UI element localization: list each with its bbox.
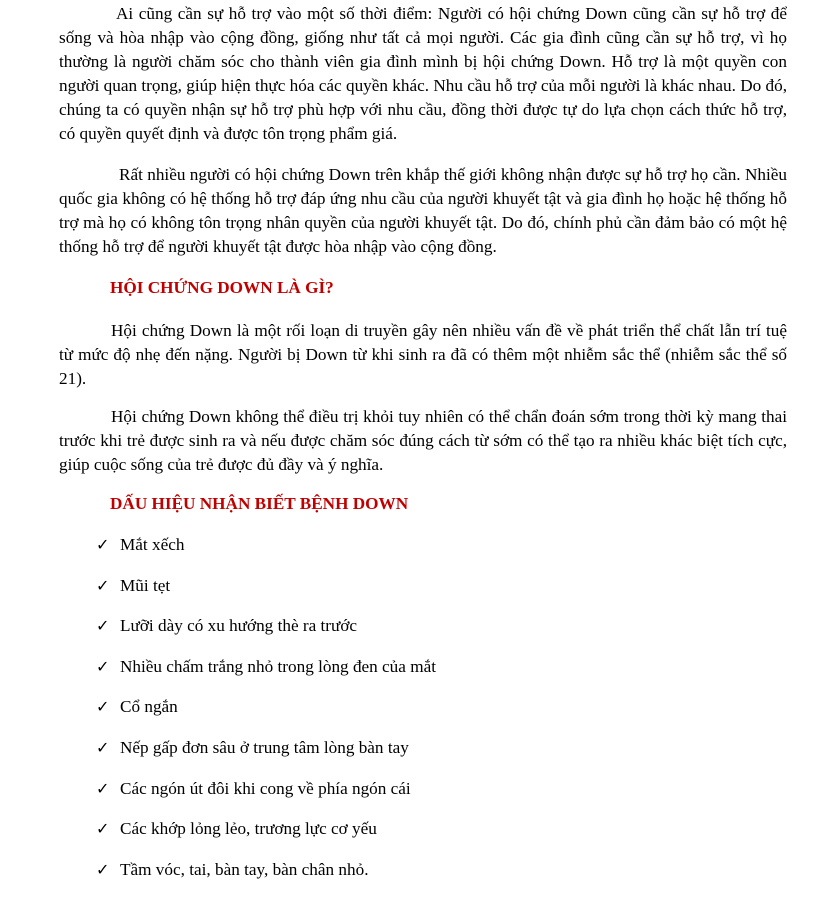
list-item: [96, 858, 436, 898]
checkmark-icon: ✓: [96, 575, 110, 595]
paragraph-definition: Hội chứng Down là một rối loạn di truyền gây nên nhiều vấn đề về phát triển thể chất lẫn trí tuệ từ mức độ nhẹ đến nặng. Người bị Down từ khi sinh ra đã có thêm một nhiễm sắc thể (nhiễm sắc thể số 21).: [59, 321, 787, 388]
checkmark-icon: ✓: [96, 616, 110, 636]
list-item-text: Tầm vóc, tai, bàn tay, bàn chân nhỏ.: [120, 859, 369, 879]
list-item: [96, 695, 436, 736]
checkmark-icon: ✓: [96, 778, 110, 798]
list-item-text: Mũi tẹt: [120, 575, 171, 595]
list-item-text: Nếp gấp đơn sâu ở trung tâm lòng bàn tay: [120, 737, 409, 757]
list-item: [96, 655, 436, 696]
list-item-text: Cổ ngắn: [120, 697, 178, 717]
checkmark-icon: ✓: [96, 697, 110, 717]
list-item-text: Nhiều chấm trắng nhỏ trong lòng đen của mắt: [120, 656, 436, 676]
list-item: [96, 736, 436, 777]
list-item-text: Các ngón út đôi khi cong về phía ngón cái: [120, 778, 411, 798]
checkmark-icon: ✓: [96, 859, 110, 879]
paragraph-support-needs: Ai cũng cần sự hỗ trợ vào một số thời điểm: Người có hội chứng Down cũng cần sự hỗ trợ để sống và hòa nhập vào cộng đồng, giống như tất cả mọi người. Các gia đình cũng cần sự hỗ trợ, vì họ thường là người chăm sóc cho thành viên gia đình mình bị hội chứng Down. Hỗ trợ là một quyền con người quan trọng, giúp hiện thực hóa các quyền khác. Nhu cầu hỗ trợ của mỗi người là khác nhau. Do đó, chúng ta có quyền nhận sự hỗ trợ phù hợp với nhu cầu, đồng thời được tự do lựa chọn cách thức hỗ trợ, có quyền quyết định và được tôn trọng phẩm giá.: [59, 4, 787, 143]
checkmark-icon: ✓: [96, 656, 110, 676]
signs-checklist: [96, 533, 436, 898]
paragraph-lack-of-support: Rất nhiều người có hội chứng Down trên khắp thế giới không nhận được sự hỗ trợ họ cần. Nhiều quốc gia không có hệ thống hỗ trợ đáp ứng nhu cầu của người khuyết tật và gia đình họ hoặc hệ thống hỗ trợ mà họ có không tôn trọng nhân quyền của người khuyết tật. Do đó, chính phủ cần đảm bảo có một hệ thống hỗ trợ để người khuyết tật được hòa nhập vào cộng đồng.: [59, 165, 787, 256]
paragraph-diagnosis: Hội chứng Down không thể điều trị khỏi tuy nhiên có thể chẩn đoán sớm trong thời kỳ mang thai trước khi trẻ được sinh ra và nếu được chăm sóc đúng cách từ sớm có thể tạo ra nhiều khác biệt tích cực, giúp cuộc sống của trẻ được đủ đầy và ý nghĩa.: [59, 407, 787, 474]
list-item: [96, 777, 436, 818]
list-item: [96, 533, 436, 574]
list-item: [96, 614, 436, 655]
list-item: [96, 574, 436, 615]
list-item-text: Lưỡi dày có xu hướng thè ra trước: [120, 616, 358, 636]
list-item-text: Mắt xếch: [120, 535, 185, 554]
list-item-text: Các khớp lỏng lẻo, trương lực cơ yếu: [120, 819, 377, 839]
list-item: [96, 817, 436, 858]
heading-signs: DẤU HIỆU NHẬN BIẾT BỆNH DOWN: [110, 494, 409, 513]
heading-what-is-down: HỘI CHỨNG DOWN LÀ GÌ?: [110, 278, 334, 297]
checkmark-icon: ✓: [96, 819, 110, 839]
checkmark-icon: ✓: [96, 737, 110, 757]
checkmark-icon: ✓: [96, 535, 110, 554]
